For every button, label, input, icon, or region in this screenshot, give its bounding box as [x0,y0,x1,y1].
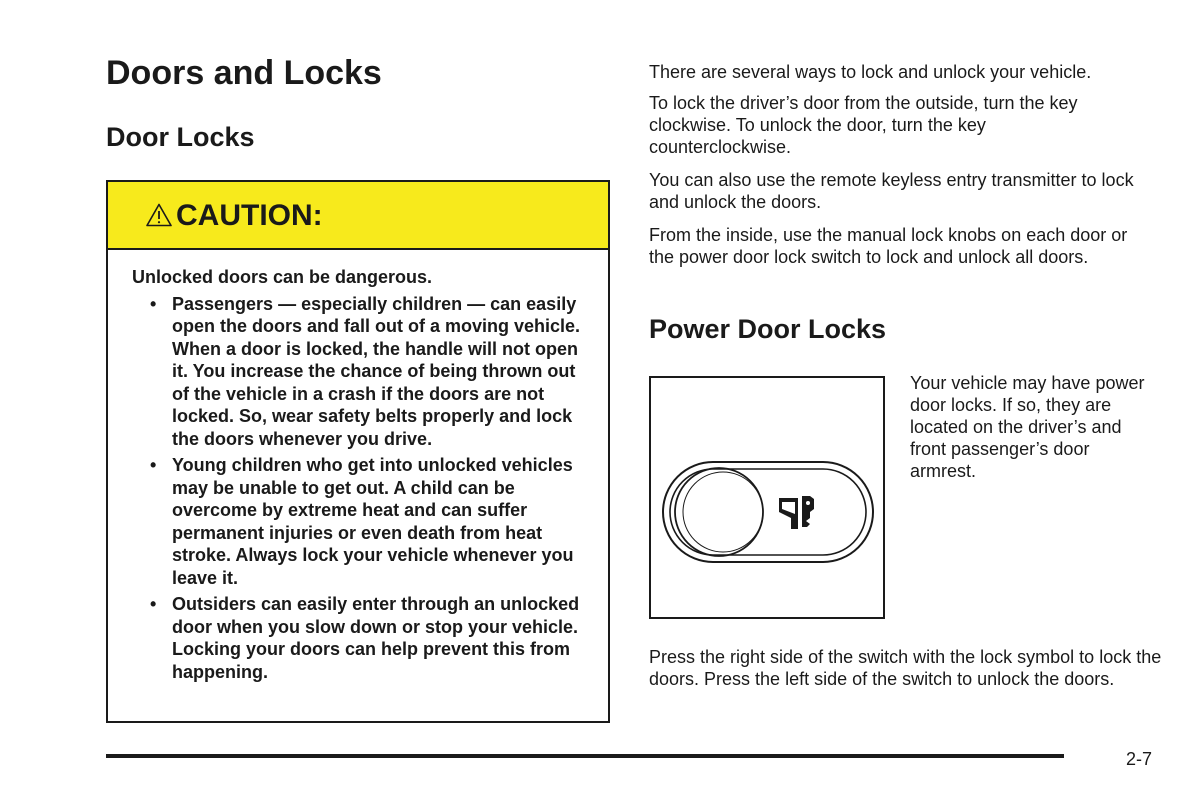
section-heading-power-door-locks: Power Door Locks [649,314,887,344]
paragraph-outside-key: To lock the driver’s door from the outside, turn the key clockwise. To unlock the door, turn the key counterclockwise. [649,93,1078,157]
footer-rule [106,754,1064,758]
caution-label: CAUTION: [176,199,323,232]
caution-box [106,180,610,723]
paragraph-ways-to-lock: There are several ways to lock and unlock your vehicle. [649,62,1092,82]
caution-intro: Unlocked doors can be dangerous. [132,267,433,287]
door-lock-symbol-icon [779,496,814,529]
page-number: 2-7 [1126,749,1153,769]
warning-triangle-icon [146,203,172,227]
caution-bullet: • Passengers — especially children — can easily open the doors and fall out of a moving vehicle. When a door is locked, the handle will not open it. You increase the chance of being thrown out of the vehicle in a crash if the doors are not locked. So, wear safety belts properly and lock the doors whenever you drive. [150,293,581,449]
page-title: Doors and Locks [106,54,382,92]
power-lock-switch-figure [649,376,885,619]
paragraph-inside-locks: From the inside, use the manual lock knobs on each door or the power door lock switch to lock and unlock all doors. [649,225,1128,267]
caution-bullet: • Young children who get into unlocked vehicles may be unable to get out. A child can be overcome by extreme heat and can suffer permanent injuries or even death from heat stroke. Always lock your vehicle whenever you leave it. [150,455,574,588]
power-lock-switch-illustration [651,378,883,617]
figure-caption: Your vehicle may have power door locks. If so, they are located on the driver’s and front passenger’s door armrest. [910,373,1145,481]
caution-bullet-list [132,293,588,684]
paragraph-press-switch: Press the right side of the switch with the lock symbol to lock the doors. Press the left side of the switch to unlock the doors. [649,647,1162,689]
section-heading-door-locks: Door Locks [106,122,255,152]
caution-body [108,250,608,683]
caution-bullet: • Outsiders can easily enter through an unlocked door when you slow down or stop your vehicle. Locking your doors can help prevent this from happening. [150,594,580,682]
paragraph-remote-keyless: You can also use the remote keyless entry transmitter to lock and unlock the doors. [649,170,1134,212]
caution-header [108,182,608,250]
